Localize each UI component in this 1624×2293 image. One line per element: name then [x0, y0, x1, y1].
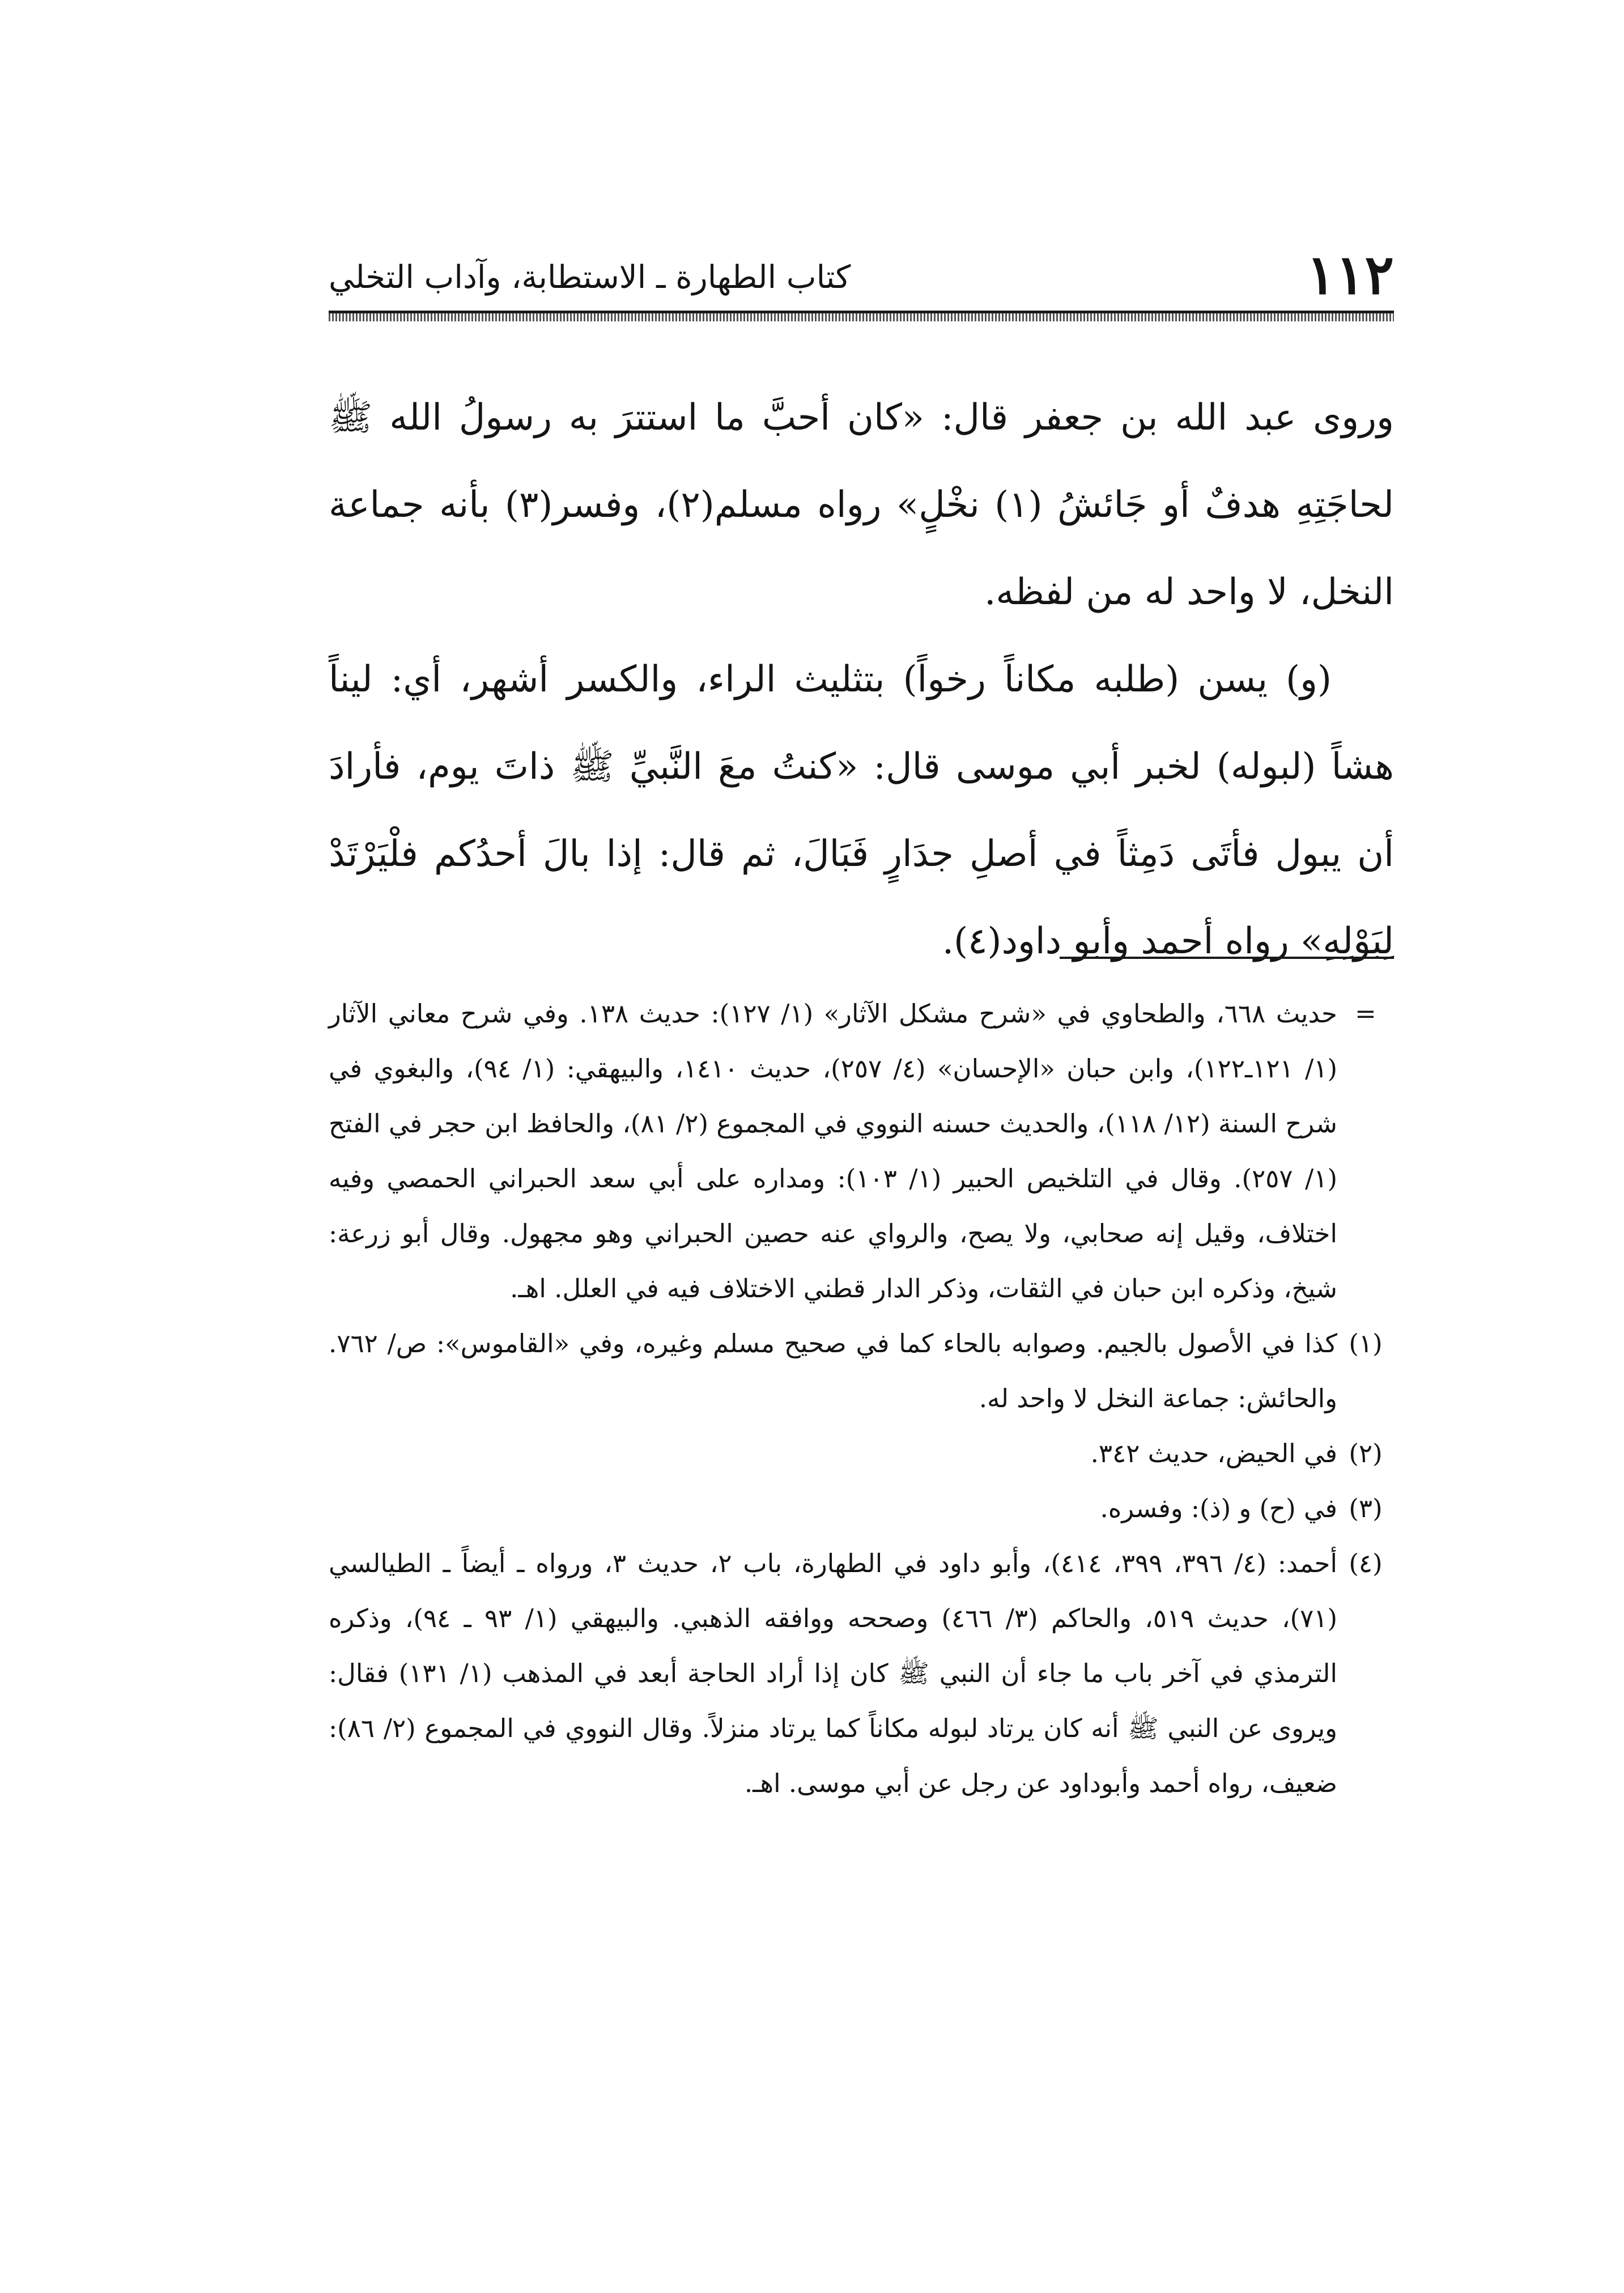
main-paragraph: (و) يسن (طلبه مكاناً رخواً) بتثليث الراء، والكسر أشهر، أي: ليناً هشاً (لبوله) لخبر أبي موسى قال: «كنتُ معَ النَّبيِّ ﷺ ذاتَ يوم، فأرادَ أن يبول فأتَى دَمِثاً في أصلِ جدَارٍ فَبَالَ، ثم قال: إذا بالَ أحدُكم فلْيَرْتَدْ لِبَوْلِهِ» رواه أحمد وأبو داود(٤). — [329, 659, 1394, 962]
running-title: كتاب الطهارة ـ الاستطابة، وآداب التخلي — [329, 259, 851, 296]
footnote-text: في (ح) و (ذ): وفسره. — [1100, 1493, 1337, 1523]
page-header — [329, 244, 1394, 306]
footnote-continuation — [329, 986, 1394, 1316]
footnote-text: أحمد: (٤/ ٣٩٦، ٣٩٩، ٤١٤)، وأبو داود في الطهارة، باب ٢، حديث ٣، ورواه ـ أيضاً ـ الطيالسي (٧١)، حديث ٥١٩، والحاكم (٣/ ٤٦٦) وصححه ووافقه الذهبي. والبيهقي (١/ ٩٣ ـ ٩٤)، وذكره الترمذي في آخر باب ما جاء أن النبي ﷺ كان إذا أراد الحاجة أبعد في المذهب (١/ ١٣١) فقال: ويروى عن النبي ﷺ أنه كان يرتاد لبوله مكاناً كما يرتاد منزلاً. وقال النووي في المجموع (٢/ ٨٦): ضعيف، رواه أحمد وأبوداود عن رجل عن أبي موسى. اهـ. — [329, 1548, 1338, 1798]
header-divider — [329, 311, 1394, 321]
footnote-marker: (٣) — [1349, 1493, 1383, 1523]
footnotes — [329, 986, 1394, 1811]
footnote-3 — [329, 1481, 1394, 1536]
footnote-1 — [329, 1316, 1394, 1426]
footnote-2 — [329, 1426, 1394, 1481]
footnote-divider — [1060, 957, 1394, 959]
footnote-text: حديث ٦٦٨، والطحاوي في «شرح مشكل الآثار» (١/ ١٢٧): حديث ١٣٨. وفي شرح معاني الآثار (١/ ١٢١ـ١٢٢)، وابن حبان «الإحسان» (٤/ ٢٥٧)، حديث ١٤١٠، والبيهقي: (١/ ٩٤)، والبغوي في شرح السنة (١٢/ ١١٨)، والحديث حسنه النووي في المجموع (٢/ ٨١)، والحافظ ابن حجر في الفتح (١/ ٢٥٧). وقال في التلخيص الحبير (١/ ١٠٣): ومداره على أبي سعد الحبراني الحمصي وفيه اختلاف، وقيل إنه صحابي، ولا يصح، والرواي عنه حصين الحبراني وهو مجهول. وقال أبو زرعة: شيخ، وذكره ابن حبان في الثقات، وذكر الدار قطني الاختلاف فيه في العلل. اهـ. — [329, 999, 1338, 1303]
page-number: ١١٢ — [1306, 243, 1394, 307]
footnote-text: كذا في الأصول بالجيم. وصوابه بالحاء كما في صحيح مسلم وغيره، وفي «القاموس»: ص/ ٧٦٢. والحائش: جماعة النخل لا واحد له. — [329, 1328, 1337, 1413]
footnote-text: في الحيض، حديث ٣٤٢. — [1090, 1438, 1337, 1468]
footnote-marker: = — [1355, 999, 1376, 1029]
footnote-marker: (١) — [1349, 1328, 1383, 1358]
footnote-4 — [329, 1536, 1394, 1811]
footnote-marker: (٤) — [1349, 1548, 1383, 1578]
main-paragraph: وروى عبد الله بن جعفر قال: «كان أحبَّ ما استترَ به رسولُ الله ﷺ لحاجَتِهِ هدفٌ أو جَائشُ (١) نخْلٍ» رواه مسلم(٢)، وفسر(٣) بأنه جماعة النخل، لا واحد له من لفظه. — [329, 397, 1395, 613]
footnote-marker: (٢) — [1349, 1438, 1383, 1468]
main-text — [329, 374, 1394, 985]
